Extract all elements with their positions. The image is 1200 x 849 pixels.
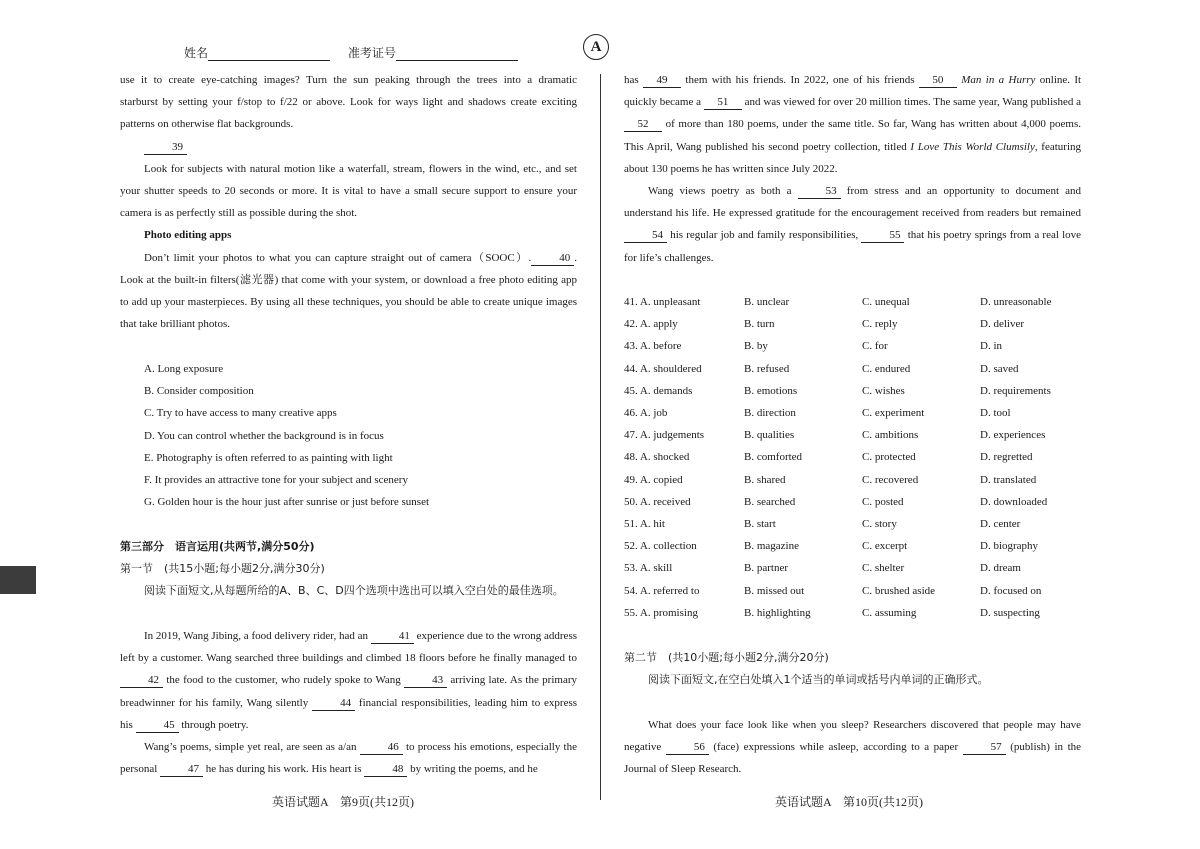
choice-option: 49. A. copied — [624, 473, 683, 486]
choice-option: D. center — [980, 518, 1021, 531]
choice-option: C. reply — [862, 318, 898, 331]
cloze-text: of more than 180 poems, under the same title. So far, Wang has written about 4,000 poems. This April, Wang published his second poetry collection, titled — [624, 118, 1081, 153]
choice-row — [624, 535, 1094, 557]
choice-row — [624, 402, 1094, 424]
choice-option: D. in — [980, 340, 1002, 353]
option-a: A. Long exposure — [144, 363, 224, 375]
choice-row — [624, 335, 1094, 357]
option-f: F. It provides an attractive tone for your subject and scenery — [144, 474, 408, 487]
choice-option: D. translated — [980, 473, 1037, 486]
choice-option: C. endured — [862, 362, 911, 375]
choice-option: B. searched — [744, 495, 796, 508]
choice-row — [624, 446, 1094, 468]
choice-row — [624, 469, 1094, 491]
blank-46: 46 — [360, 741, 403, 755]
cloze-paragraph-4 — [624, 180, 1081, 269]
grammar-text: (face) expressions while asleep, according to a paper — [713, 741, 959, 754]
choice-option: D. unreasonable — [980, 296, 1052, 308]
choice-option: B. magazine — [744, 540, 799, 553]
choice-table — [624, 291, 1094, 624]
option-b: B. Consider composition — [144, 385, 254, 398]
photo-editing-heading: Photo editing apps — [144, 229, 232, 242]
blank-53: 53 — [798, 185, 841, 199]
option-list — [144, 358, 574, 513]
choice-option: 46. A. job — [624, 407, 668, 420]
choice-option: B. unclear — [744, 296, 790, 308]
blank-52: 52 — [624, 118, 662, 132]
footer-left: 英语试题A 第9页(共12页) — [272, 795, 414, 809]
choice-row — [624, 491, 1094, 513]
blank-54: 54 — [624, 229, 667, 243]
exam-number-field — [348, 44, 518, 61]
choice-option: D. requirements — [980, 384, 1051, 397]
cloze-text: he has during his work. His heart is — [205, 763, 362, 776]
cloze-paragraph-1 — [120, 625, 577, 736]
choice-option: 44. A. shouldered — [624, 362, 702, 375]
choice-option: D. regretted — [980, 451, 1033, 464]
blank-39-line — [120, 136, 577, 158]
blank-55: 55 — [861, 229, 904, 243]
blank-45: 45 — [136, 719, 179, 733]
blank-47: 47 — [160, 763, 203, 777]
choice-row — [624, 602, 1094, 624]
book-title: Man in a Hurry — [961, 74, 1036, 86]
blank-57: 57 — [963, 741, 1006, 755]
part3-header — [120, 536, 577, 603]
choice-option: B. emotions — [744, 384, 798, 397]
section2-instruction: 阅读下面短文,在空白处填入1个适当的单词或括号内单词的正确形式。 — [648, 673, 989, 687]
paragraph-motion: Look for subjects with natural motion like a waterfall, stream, flowers in the wind, etc., and set your shutter speeds to 20 seconds or more. It is vital to have a small secure support to ensure your camera is as perfectly still as possible during the shot. — [120, 162, 577, 220]
blank-42: 42 — [120, 674, 163, 688]
choice-option: C. unequal — [862, 296, 910, 308]
choice-row — [624, 513, 1094, 535]
choice-option: B. partner — [744, 562, 788, 575]
exam-number-blank — [396, 48, 518, 61]
choice-option: D. saved — [980, 362, 1019, 375]
choice-row — [624, 557, 1094, 579]
blank-56: 56 — [666, 741, 709, 755]
cloze-text: to process his emotions, especially the personal — [120, 741, 578, 776]
choice-option: B. missed out — [744, 584, 805, 597]
cloze-text: that his poetry springs from a real love for life’s challenges. — [624, 229, 1082, 264]
choice-option: D. tool — [980, 407, 1011, 420]
choice-option: D. biography — [980, 540, 1039, 553]
choice-option: 54. A. referred to — [624, 584, 700, 597]
cloze-text: has — [624, 74, 639, 86]
grammar-text: What does your face look like when you sleep? Researchers discovered that people may have negative — [624, 719, 1081, 754]
cloze-text: the food to the customer, who rudely spoke to Wang — [166, 674, 401, 687]
choice-option: 41. A. unpleasant — [624, 296, 701, 308]
page-divider — [600, 74, 601, 800]
choice-option: 53. A. skill — [624, 562, 673, 575]
blank-50: 50 — [919, 74, 957, 88]
cloze-text: In 2019, Wang Jibing, a food delivery rider, had an — [144, 630, 369, 642]
blank-49: 49 — [643, 74, 681, 88]
choice-option: C. assuming — [862, 606, 917, 619]
cloze-text: Wang views poetry as both a — [648, 185, 792, 198]
choice-option: B. shared — [744, 473, 786, 486]
choice-option: C. brushed aside — [862, 584, 936, 597]
choice-option: 47. A. judgements — [624, 429, 705, 442]
choice-option: D. downloaded — [980, 495, 1048, 508]
choice-option: 48. A. shocked — [624, 451, 690, 464]
choice-option: 52. A. collection — [624, 540, 697, 553]
paragraph-editing-part-2: . Look at the built-in filters(滤光器) that come with your system, or download a free photo editing app to add up your masterpieces. By using all these techniques, you should be able to create unique images that take brilliant photos. — [120, 251, 577, 331]
binding-mark — [0, 566, 36, 594]
choice-row — [624, 580, 1094, 602]
option-d: D. You can control whether the background is in focus — [144, 429, 384, 442]
choice-option: B. direction — [744, 407, 796, 420]
choice-option: C. for — [862, 340, 888, 353]
section2-header — [624, 647, 1081, 691]
name-label: 姓名 — [184, 46, 209, 60]
option-c: C. Try to have access to many creative apps — [144, 407, 337, 420]
choice-option: C. wishes — [862, 384, 905, 397]
blank-51: 51 — [704, 96, 742, 110]
choice-option: C. shelter — [862, 562, 905, 575]
cloze-text: through poetry. — [181, 718, 249, 731]
cloze-passage-left — [120, 625, 577, 780]
cloze-paragraph-2 — [120, 736, 577, 780]
section1-instruction: 阅读下面短文,从每题所给的A、B、C、D四个选项中选出可以填入空白处的最佳选项。 — [144, 584, 564, 598]
choice-row — [624, 291, 1094, 313]
cloze-text: , featuring about 130 poems he has written since July 2022. — [624, 140, 1081, 175]
version-mark: A — [583, 34, 609, 60]
choice-option: D. dream — [980, 562, 1021, 575]
section1-title: 第一节 (共15小题;每小题2分,满分30分) — [120, 562, 325, 576]
cloze-text: financial responsibilities, leading him to express his — [120, 696, 578, 731]
cloze-paragraph-3 — [624, 69, 1081, 180]
cloze-text: online. It quickly became a — [624, 74, 1082, 109]
part3-title: 第三部分 语言运用(共两节,满分50分) — [120, 540, 315, 553]
cloze-text: them with his friends. In 2022, one of his friends — [685, 74, 915, 86]
cloze-text: from stress and an opportunity to document and understand his life. He expressed gratitude for the encouragement received from readers but remained — [624, 185, 1082, 220]
name-blank — [208, 48, 330, 61]
paragraph-editing-part-1: Don’t limit your photos to what you can capture straight out of camera（SOOC）. — [144, 251, 532, 264]
choice-option: B. qualities — [744, 429, 795, 442]
left-column — [120, 69, 577, 335]
choice-option: B. turn — [744, 318, 775, 331]
option-e: E. Photography is often referred to as painting with light — [144, 451, 393, 464]
section2-title: 第二节 (共10小题;每小题2分,满分20分) — [624, 651, 829, 664]
paragraph-editing — [120, 247, 577, 336]
choice-option: B. by — [744, 340, 768, 353]
choice-option: B. highlighting — [744, 606, 811, 619]
intro-line-1: use it to create eye-catching images? Turn the sun peaking through the trees into a dramatic — [120, 74, 577, 86]
blank-41: 41 — [371, 630, 414, 644]
choice-option: 51. A. hit — [624, 518, 665, 531]
blank-48: 48 — [364, 763, 407, 777]
choice-option: 45. A. demands — [624, 384, 693, 397]
choice-option: C. ambitions — [862, 429, 919, 442]
choice-option: C. experiment — [862, 407, 925, 420]
choice-option: C. recovered — [862, 473, 919, 486]
choice-option: D. deliver — [980, 318, 1024, 331]
choice-option: B. start — [744, 518, 776, 531]
grammar-paragraph — [624, 714, 1081, 781]
blank-44: 44 — [312, 697, 355, 711]
cloze-passage-right — [624, 69, 1081, 269]
cloze-text: arriving late. As the primary breadwinner for his family, Wang silently — [120, 674, 577, 709]
choice-option: D. suspecting — [980, 606, 1040, 619]
choice-row — [624, 424, 1094, 446]
cloze-text: Wang’s poems, simple yet real, are seen as a/an — [144, 741, 357, 754]
choice-option: C. posted — [862, 495, 904, 508]
choice-row — [624, 380, 1094, 402]
choice-option: 42. A. apply — [624, 318, 678, 331]
choice-option: D. experiences — [980, 429, 1046, 442]
collection-title: I Love This World Clumsily — [910, 140, 1035, 153]
intro-line-2: starburst by setting your f/stop to f/22 or above. Look for ways light and shadows create exciting — [120, 96, 577, 109]
cloze-text: experience due to the wrong address left by a customer. Wang searched three buildings and climbed 18 floors before he finally managed to — [120, 630, 578, 665]
blank-39: 39 — [144, 141, 187, 155]
choice-option: B. comforted — [744, 451, 803, 464]
choice-option: B. refused — [744, 362, 790, 375]
cloze-text: by writing the poems, and he — [410, 763, 538, 776]
choice-option: D. focused on — [980, 584, 1042, 597]
exam-number-label: 准考证号 — [348, 46, 397, 60]
name-field — [184, 44, 330, 61]
grammar-text: (publish) in the Journal of Sleep Research. — [624, 741, 1082, 776]
option-g: G. Golden hour is the hour just after sunrise or just before sunset — [144, 496, 430, 509]
choice-option: C. protected — [862, 451, 916, 464]
choice-option: 50. A. received — [624, 495, 691, 508]
choice-option: C. excerpt — [862, 540, 908, 553]
choice-row — [624, 358, 1094, 380]
intro-line-3: patterns on otherwise flat backgrounds. — [120, 118, 294, 131]
footer-right: 英语试题A 第10页(共12页) — [775, 795, 923, 809]
choice-option: C. story — [862, 518, 897, 531]
choice-option: 43. A. before — [624, 340, 682, 353]
grammar-passage — [624, 714, 1081, 781]
choice-row — [624, 313, 1094, 335]
blank-43: 43 — [404, 674, 447, 688]
blank-40: 40 — [531, 252, 574, 266]
cloze-text: and was viewed for over 20 million times. The same year, Wang published a — [744, 96, 1082, 109]
cloze-text: his regular job and family responsibilities, — [670, 229, 859, 242]
choice-option: 55. A. promising — [624, 606, 698, 619]
